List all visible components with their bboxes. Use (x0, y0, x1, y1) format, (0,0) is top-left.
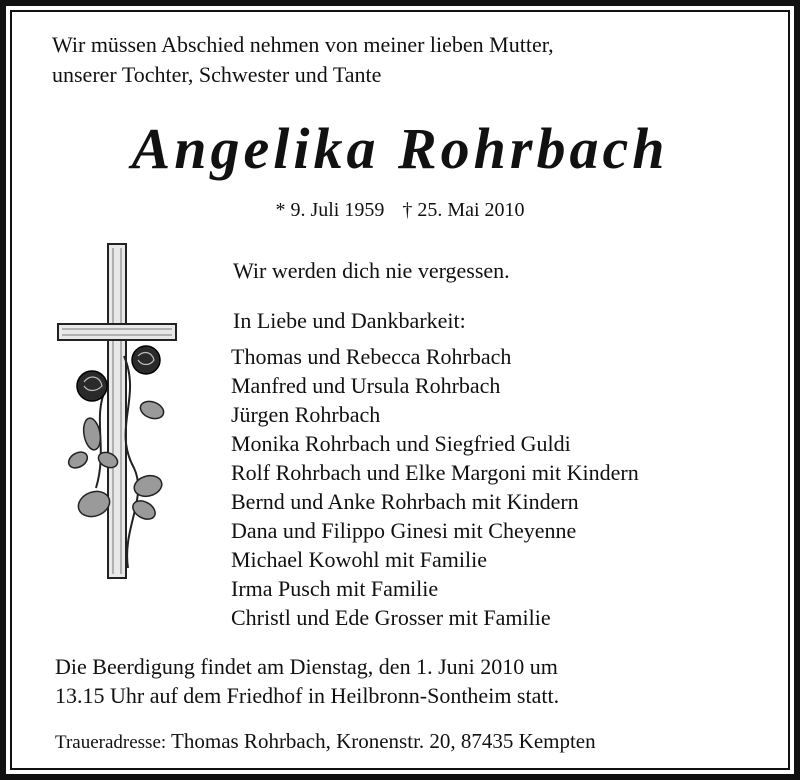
mourner-item: Monika Rohrbach und Siegfried Guldi (231, 431, 571, 456)
funeral-line-1: Die Beerdigung findet am Dienstag, den 1. Juni 2010 um (55, 654, 558, 679)
mourner-item: Irma Pusch mit Familie (231, 576, 439, 601)
intro-line-1: Wir müssen Abschied nehmen von meiner lieben Mutter, (52, 32, 554, 57)
mourner-item: Christl und Ede Grosser mit Familie (231, 605, 551, 630)
mourner-item: Rolf Rohrbach und Elke Margoni mit Kindern (231, 460, 639, 485)
deceased-name: Angelika Rohrbach (131, 116, 669, 181)
cross-with-roses-icon (52, 238, 182, 588)
mourner-item: Dana und Filippo Ginesi mit Cheyenne (231, 518, 577, 543)
mourner-item: Manfred und Ursula Rohrbach (231, 373, 501, 398)
intro-line-2: unserer Tochter, Schwester und Tante (52, 62, 382, 87)
mourner-item: Michael Kowohl mit Familie (231, 547, 488, 572)
mourning-address (55, 726, 596, 758)
mourner-item: Bernd und Anke Rohrbach mit Kindern (231, 489, 579, 514)
mourner-item: Jürgen Rohrbach (231, 402, 381, 427)
intro-text (52, 30, 752, 90)
farewell-message: Wir werden dich nie vergessen. (233, 258, 510, 283)
funeral-line-2: 13.15 Uhr auf dem Friedhof in Heilbronn-Sontheim statt. (55, 683, 560, 708)
funeral-notice (55, 652, 755, 710)
mourner-item: Thomas und Rebecca Rohrbach (231, 344, 512, 369)
life-dates (0, 196, 800, 224)
thanks-heading: In Liebe und Dankbarkeit: (233, 308, 466, 333)
mourners-list (231, 342, 639, 632)
death-date: † 25. Mai 2010 (402, 199, 525, 221)
address-value: Thomas Rohrbach, Kronenstr. 20, 87435 Kempten (171, 729, 596, 753)
address-label: Traueradresse: (55, 732, 167, 753)
birth-date: * 9. Juli 1959 (275, 199, 385, 221)
